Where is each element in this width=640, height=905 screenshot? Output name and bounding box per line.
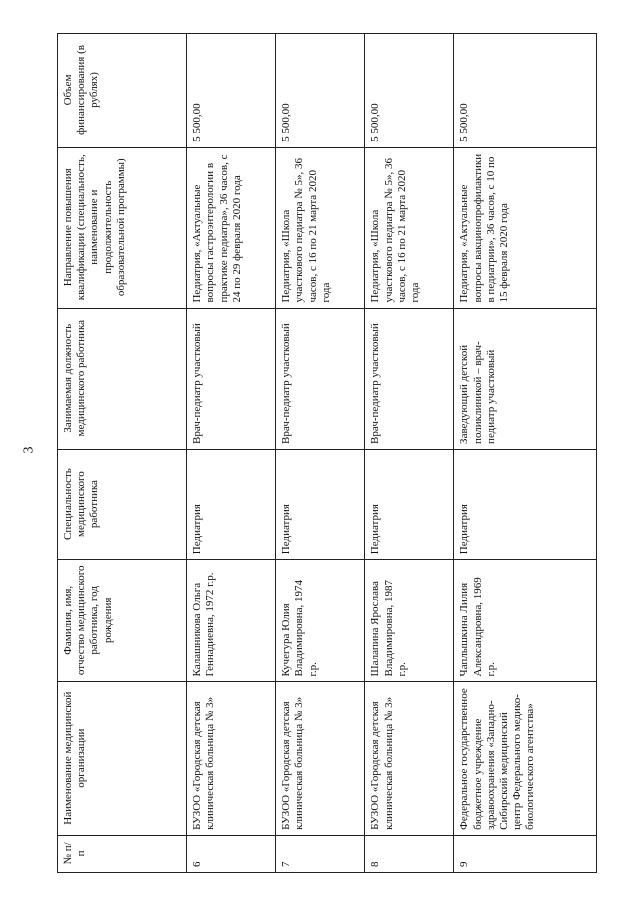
position-cell: Врач-педиатр участковый	[365, 308, 454, 449]
training-direction-cell: Педиатрия, «Актуальные вопросы вакцинопрофилактики в педиатрии», 36 часов, с 10 по 15 февраля 2020 года	[454, 147, 597, 308]
table-row	[187, 34, 276, 873]
row-number: 6	[187, 835, 276, 872]
training-roster-table	[57, 33, 597, 873]
page-number: 3	[21, 446, 37, 454]
table-row	[454, 34, 597, 873]
funding-cell: 5 500,00	[454, 34, 597, 148]
header-position: Занимаемая должность медицинского работника	[58, 308, 187, 449]
table-row	[365, 34, 454, 873]
organization-cell: БУЗОО «Городская детская клиническая больница № 3»	[365, 682, 454, 835]
organization-cell: БУЗОО «Городская детская клиническая больница № 3»	[187, 682, 276, 835]
header-specialty: Специальность медицинского работника	[58, 449, 187, 559]
table-row	[276, 34, 365, 873]
specialty-cell: Педиатрия	[276, 449, 365, 559]
row-number: 7	[276, 835, 365, 872]
header-number: № п/п	[58, 835, 187, 872]
row-number: 8	[365, 835, 454, 872]
full-name-cell: Чаплышкина Лилия Александровна, 1969 г.р.	[454, 560, 597, 682]
full-name-cell: Кучегура Юлия Владимировна, 1974 г.р.	[276, 560, 365, 682]
header-full-name: Фамилия, имя, отчество медицинского работника, год рождения	[58, 560, 187, 682]
funding-cell: 5 500,00	[187, 34, 276, 148]
position-cell: Врач-педиатр участковый	[187, 308, 276, 449]
specialty-cell: Педиатрия	[365, 449, 454, 559]
funding-cell: 5 500,00	[276, 34, 365, 148]
training-direction-cell: Педиатрия, «Школа участкового педиатра № 5», 36 часов, с 16 по 21 марта 2020 года	[276, 147, 365, 308]
full-name-cell: Шалапина Ярослава Владимировна, 1987 г.р.	[365, 560, 454, 682]
specialty-cell: Педиатрия	[187, 449, 276, 559]
specialty-cell: Педиатрия	[454, 449, 597, 559]
header-training-direction: Направление повышения квалификации (специальность, наименование и продолжительность образовательной программы)	[58, 147, 187, 308]
organization-cell: БУЗОО «Городская детская клиническая больница № 3»	[276, 682, 365, 835]
header-funding: Объем финансирования (в рублях)	[58, 34, 187, 148]
table-header-row	[58, 34, 187, 873]
header-organization: Наименование медицинской организации	[58, 682, 187, 835]
funding-cell: 5 500,00	[365, 34, 454, 148]
full-name-cell: Калашникова Ольга Геннадиевна, 1972 г.р.	[187, 560, 276, 682]
position-cell: Врач-педиатр участковый	[276, 308, 365, 449]
organization-cell: Федеральное государственное бюджетное учреждение здравоохранения «Западно-Сибирский медицинский центр Федерального медико-биологического агентства»	[454, 682, 597, 835]
row-number: 9	[454, 835, 597, 872]
rotated-table-wrapper	[57, 33, 597, 873]
position-cell: Заведующий детской поликлиникой – врач-педиатр участковый	[454, 308, 597, 449]
training-direction-cell: Педиатрия, «Школа участкового педиатра № 5», 36 часов, с 16 по 21 марта 2020 года	[365, 147, 454, 308]
training-direction-cell: Педиатрия, «Актуальные вопросы гастроэнтерологии в практике педиатра», 36 часов, с 24 по 29 февраля 2020 года	[187, 147, 276, 308]
